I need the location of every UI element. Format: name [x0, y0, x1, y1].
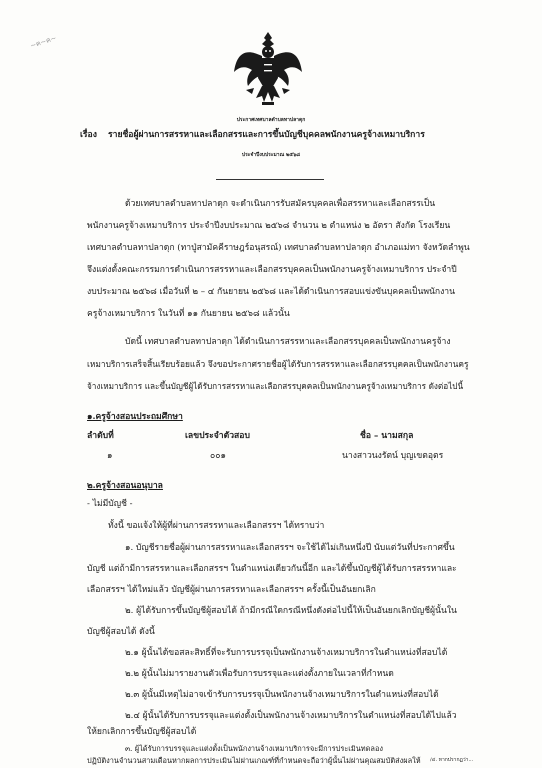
row-rank: ๑	[107, 451, 113, 461]
condition-line: ปฏิบัติงานจำนวนสามเดือนหากผลการประเมินไม่ผ่านเกณฑ์ที่กำหนดจะถือว่าผู้นั้นไม่ผ่านคุณสมบัติส่งผลให้	[87, 756, 421, 765]
announcement-issuer: ประกาศเทศบาลตำบลทาปลาดุก	[236, 117, 306, 123]
condition-line: ๒.๔ ผู้นั้นได้รับการบรรจุและแต่งตั้งเป็นพนักงานจ้างเหมาบริการในตำแหน่งที่สอบได้ไปแล้ว	[125, 711, 457, 721]
margin-note: ~ฅ~ค~	[29, 34, 58, 50]
condition-line: ๒. ผู้ได้รับการขึ้นบัญชีผู้สอบได้ ถ้ามีกรณีใดกรณีหนึ่งดังต่อไปนี้ให้เป็นอันยกเลิกบัญชีผู้นั้นใน	[125, 606, 457, 616]
para2-line: จ้างเหมาบริการ และขึ้นบัญชีผู้ได้รับการสรรหาและเลือกสรรบุคคลเป็นพนักงานครูจ้างเหมาบริการ ดังต่อไปนี้	[87, 381, 464, 391]
subject-line-1: รายชื่อผู้ผ่านการสรรหาและเลือกสรรและการขึ้นบัญชีบุคคลพนักงานครูจ้างเหมาบริการ	[108, 130, 425, 140]
para1-line: ด้วยเทศบาลตำบลทาปลาดุก จะดำเนินการรับสมัครบุคคลเพื่อสรรหาและเลือกสรรเป็น	[125, 199, 436, 209]
subject-line-2: ประจำปีงบประมาณ ๒๕๖๘	[241, 152, 301, 158]
section2-note: - ไม่มีบัญชี -	[87, 499, 133, 509]
col-rank-header: ลำดับที่	[87, 431, 114, 441]
para1-line: เทศบาลตำบลทาปลาดุก (ทาปู่สามัคคีราษฎร์อนุสรณ์) เทศบาลตำบลทาปลาดุก อำเภอแม่ทา จังหวัดลำพูน	[87, 243, 470, 253]
condition-line: ๒.๒ ผู้นั้นไม่มารายงานตัวเพื่อรับการบรรจุและแต่งตั้งภายในเวลาที่กำหนด	[125, 669, 394, 679]
continuation-marker: /๔. หากปรากฏว่า...	[430, 757, 474, 763]
title-divider	[216, 179, 324, 180]
para1-line: พนักงานครูจ้างเหมาบริการ ประจำปีงบประมาณ ๒๕๖๘ จำนวน ๒ ตำแหน่ง ๒ อัตรา สังกัด โรงเรียน	[87, 221, 451, 231]
condition-line: บัญชีผู้สอบได้ ดังนี้	[87, 627, 155, 637]
para2-line: บัดนี้ เทศบาลตำบลทาปลาดุก ได้ดำเนินการสรรหาและเลือกสรรบุคคลเป็นพนักงานครูจ้าง	[125, 337, 451, 347]
para1-line: จึงแต่งตั้งคณะกรรมการดำเนินการสรรหาและเลือกสรรบุคคลเป็นพนักงานครูจ้างเหมาบริการ ประจำปี	[87, 265, 457, 275]
condition-line: ๑. บัญชีรายชื่อผู้ผ่านการสรรหาและเลือกสรรฯ จะใช้ได้ไม่เกินหนึ่งปี นับแต่วันที่ประกาศขึ้น	[125, 543, 455, 553]
section1-heading: ๑.ครูจ้างสอนประถมศึกษา	[87, 412, 183, 422]
row-id: ๐๐๑	[210, 451, 226, 461]
para2-line: เหมาบริการเสร็จสิ้นเรียบร้อยแล้ว จึงขอประกาศรายชื่อผู้ได้รับการสรรหาและเลือกสรรบุคคลเป็นพนักงานครู	[87, 359, 469, 369]
para1-line: งบประมาณ ๒๕๖๘ เมื่อวันที่ ๒ – ๔ กันยายน ๒๕๖๘ และได้ดำเนินการสอบแข่งขันบุคคลเป็นพนักงาน	[87, 287, 456, 297]
condition-line: ๓. ผู้ได้รับการบรรจุและแต่งตั้งเป็นพนักงานจ้างเหมาบริการจะมีการประเมินทดลอง	[125, 744, 383, 753]
section2-heading: ๒.ครูจ้างสอนอนุบาล	[87, 481, 163, 491]
condition-line: ๒.๑ ผู้นั้นได้ขอสละสิทธิ์ที่จะรับการบรรจุเป็นพนักงานจ้างเหมาบริการในตำแหน่งที่สอบได้	[125, 648, 448, 658]
condition-line: ให้ยกเลิกการขึ้นบัญชีผู้สอบได้	[87, 727, 197, 737]
condition-line: เลือกสรรฯ ได้ใหม่แล้ว บัญชีผู้ผ่านการสรรหาและเลือกสรรฯ ครั้งนี้เป็นอันยกเลิก	[87, 585, 376, 595]
para1-line: ครูจ้างเหมาบริการ ในวันที่ ๑๑ กันยายน ๒๕๖๘ แล้วนั้น	[87, 309, 290, 319]
condition-line: บัญชี แต่ถ้ามีการสรรหาและเลือกสรรฯ ในตำแหน่งเดียวกันนี้อีก และได้ขึ้นบัญชีผู้ได้รับการสรรหาและ	[87, 564, 457, 574]
subject-label: เรื่อง	[80, 130, 97, 140]
row-name: นางสาวนงรัตน์ บุญเขตอุตร	[342, 451, 444, 461]
garuda-emblem-icon	[232, 28, 304, 110]
condition-line: ๒.๓ ผู้นั้นมีเหตุไม่อาจเข้ารับการบรรจุเป็นพนักงานจ้างเหมาบริการในตำแหน่งที่สอบได้	[125, 690, 439, 700]
col-name-header: ชื่อ – นามสกุล	[360, 431, 414, 441]
col-id-header: เลขประจำตัวสอบ	[185, 431, 250, 441]
conditions-intro: ทั้งนี้ ขอแจ้งให้ผู้ที่ผ่านการสรรหาและเลือกสรรฯ ได้ทราบว่า	[108, 521, 325, 531]
